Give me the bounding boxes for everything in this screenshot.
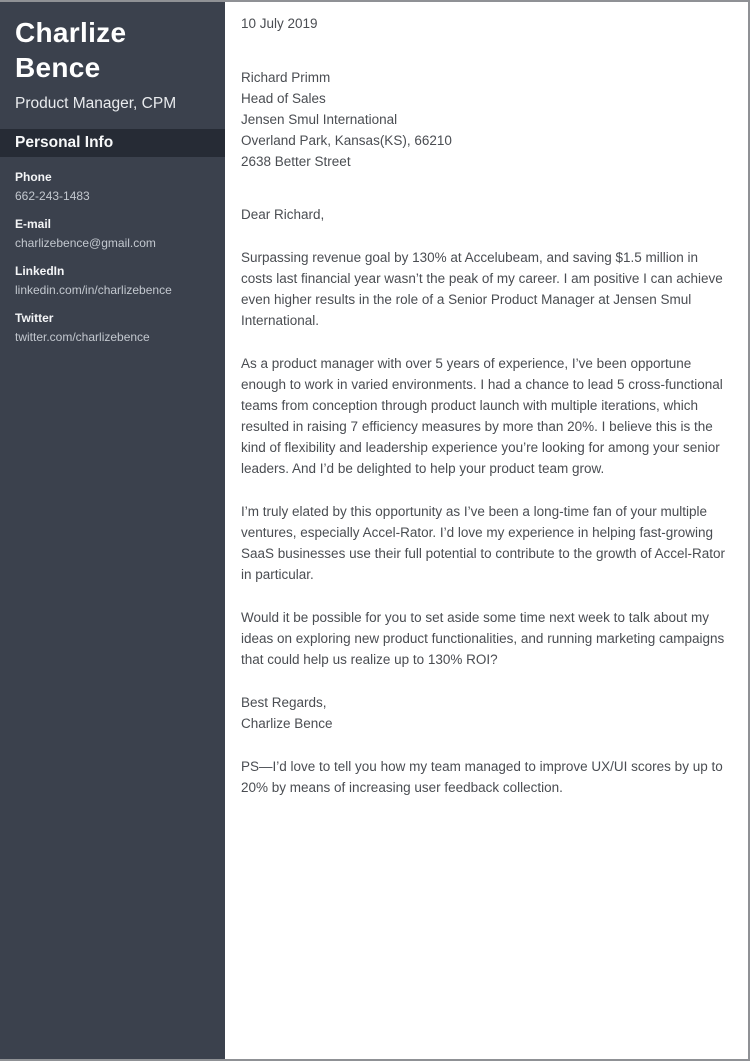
email-value: charlizebence@gmail.com bbox=[15, 236, 156, 250]
postscript: PS—I’d love to tell you how my team managed to improve UX/UI scores by up to 20% by means of increasing user feedback collection. bbox=[241, 759, 723, 795]
contact-item-phone bbox=[15, 169, 210, 204]
recipient-city: Overland Park, Kansas(KS), 66210 bbox=[241, 133, 452, 148]
email-label: E-mail bbox=[15, 217, 52, 231]
contact-item-twitter bbox=[15, 310, 210, 345]
closing-block bbox=[241, 692, 733, 734]
linkedin-label: LinkedIn bbox=[15, 264, 65, 278]
linkedin-value: linkedin.com/in/charlizebence bbox=[15, 283, 172, 297]
contact-item-email bbox=[15, 216, 210, 251]
personal-info-heading: Personal Info bbox=[0, 129, 225, 157]
recipient-company: Jensen Smul International bbox=[241, 112, 398, 127]
paragraph-intro: Surpassing revenue goal by 130% at Accelubeam, and saving $1.5 million in costs last financial year wasn’t the peak of my career. I am positive I can achieve even higher results in the role of a Senior Product Manager at Jensen Smul International. bbox=[241, 250, 723, 328]
phone-label: Phone bbox=[15, 170, 52, 184]
signature-name: Charlize Bence bbox=[241, 716, 333, 731]
recipient-name: Richard Primm bbox=[241, 70, 331, 85]
sidebar bbox=[0, 2, 225, 1059]
closing-phrase: Best Regards, bbox=[241, 695, 327, 710]
twitter-value: twitter.com/charlizebence bbox=[15, 330, 150, 344]
recipient-street: 2638 Better Street bbox=[241, 154, 351, 169]
paragraph-call-to-action: Would it be possible for you to set aside some time next week to talk about my ideas on exploring new product functionalities, and running marketing campaigns that could help us realize up to 130% ROI? bbox=[241, 610, 725, 667]
contact-list bbox=[0, 157, 225, 345]
paragraph-experience: As a product manager with over 5 years of experience, I’ve been opportune enough to work in varied environments. I had a chance to lead 5 cross-functional teams from conception through product launch with multiple iterations, which resulted in raising 7 efficiency measures by more than 20%. I believe this is the kind of flexibility and leadership experience you’re looking for among your senior leaders. And I’d be delighted to help your product team grow. bbox=[241, 356, 723, 476]
sidebar-header bbox=[0, 2, 225, 114]
person-name: Charlize Bence bbox=[15, 17, 127, 83]
paragraph-motivation: I’m truly elated by this opportunity as I’ve been a long-time fan of your multiple ventures, especially Accel-Rator. I’d love my experience in helping fast-growing SaaS businesses use their full potential to contribute to the growth of Accel-Rator in particular. bbox=[241, 504, 726, 582]
twitter-label: Twitter bbox=[15, 311, 54, 325]
phone-value: 662-243-1483 bbox=[15, 189, 90, 203]
recipient-block bbox=[241, 67, 733, 172]
recipient-title: Head of Sales bbox=[241, 91, 326, 106]
contact-item-linkedin bbox=[15, 263, 210, 298]
letter-date: 10 July 2019 bbox=[241, 16, 318, 31]
job-title: Product Manager, CPM bbox=[15, 95, 177, 112]
salutation: Dear Richard, bbox=[241, 207, 325, 222]
letter-body bbox=[225, 2, 748, 1059]
